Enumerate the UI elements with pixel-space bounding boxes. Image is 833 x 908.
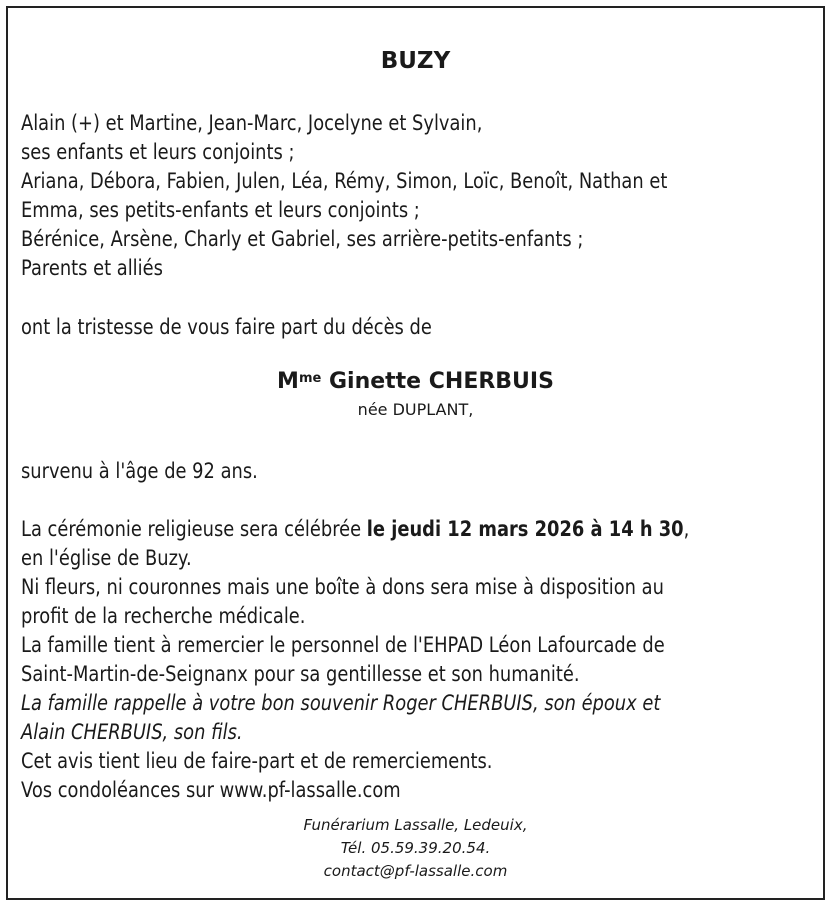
funeral-home-name: Funérarium Lassalle, Ledeuix, <box>303 816 528 834</box>
funeral-home-email: contact@pf-lassalle.com <box>323 862 508 880</box>
funeral-home-phone: Tél. 05.59.39.20.54. <box>340 839 491 857</box>
obituary-notice <box>6 6 825 900</box>
family-line-5: Bérénice, Arsène, Charly et Gabriel, ses arrière-petits-enfants ; <box>21 227 584 251</box>
honorific: $M^{me}$ <box>277 369 322 394</box>
ceremony-place: en l'église de Buzy. <box>21 546 192 570</box>
notice-line: Cet avis tient lieu de faire-part et de remerciements. <box>21 749 493 773</box>
family-line-4: Emma, ses petits-enfants et leurs conjoints ; <box>21 198 420 222</box>
age-text: survenu à l'âge de 92 ans. <box>21 459 258 483</box>
maiden-name: née DUPLANT, <box>357 400 474 419</box>
thanks-line-2: Saint-Martin-de-Seignanx pour sa gentillesse et son humanité. <box>21 662 580 686</box>
memory-line-2: Alain CHERBUIS, son fils. <box>21 720 243 744</box>
flowers-line-2: profit de la recherche médicale. <box>21 604 306 628</box>
family-line-6: Parents et alliés <box>21 256 163 280</box>
condolences-line: Vos condoléances sur www.pf-lassalle.com <box>21 778 401 802</box>
family-line-3: Ariana, Débora, Fabien, Julen, Léa, Rémy, Simon, Loïc, Benoît, Nathan et <box>21 169 668 193</box>
thanks-line-1: La famille tient à remercier le personnel de l'EHPAD Léon Lafourcade de <box>21 633 665 657</box>
announcement-text: ont la tristesse de vous faire part du décès de <box>21 315 432 339</box>
family-line-2: ses enfants et leurs conjoints ; <box>21 140 295 164</box>
ceremony-line-1: La cérémonie religieuse sera célébrée le jeudi 12 mars 2026 à 14 h 30, <box>21 517 690 541</box>
memory-line-1: La famille rappelle à votre bon souvenir Roger CHERBUIS, son époux et <box>21 691 661 715</box>
family-line-1: Alain (+) et Martine, Jean-Marc, Jocelyne et Sylvain, <box>21 111 483 135</box>
ceremony-date: le jeudi 12 mars 2026 à 14 h 30 <box>366 517 684 541</box>
deceased-name: $M^{me}$ Ginette CHERBUIS <box>277 369 554 394</box>
flowers-line-1: Ni fleurs, ni couronnes mais une boîte à dons sera mise à disposition au <box>21 575 664 599</box>
notice-title: BUZY <box>380 48 451 74</box>
